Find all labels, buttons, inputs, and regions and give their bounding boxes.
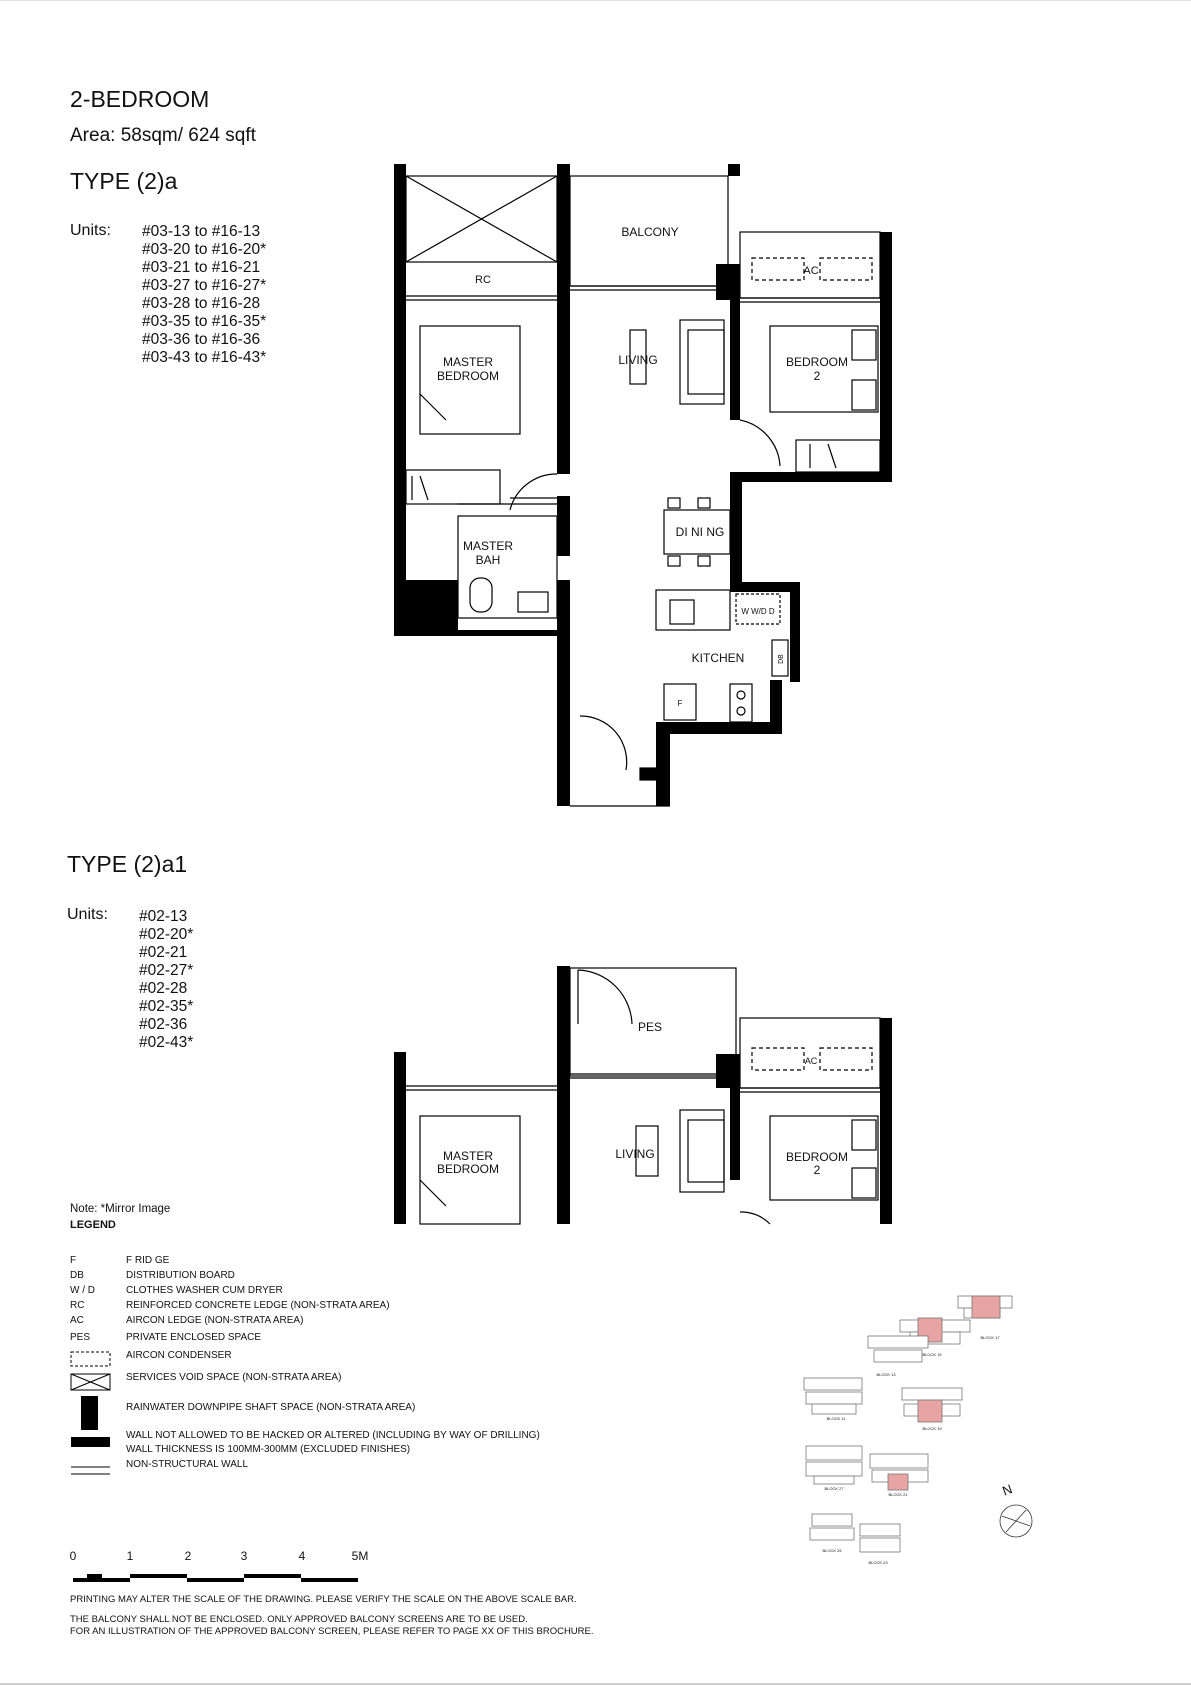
wall-mid-upper	[557, 164, 570, 474]
legend-rainwater: RAINWATER DOWNPIPE SHAFT SPACE (NON-STRATA AREA)	[126, 1402, 416, 1413]
block-13	[868, 1336, 928, 1377]
wall-kitchen-right	[790, 582, 800, 682]
mirror-note: Note: *Mirror Image	[70, 1203, 171, 1215]
legend-key: RC	[70, 1300, 85, 1311]
block-label: BLOCK 13	[876, 1372, 896, 1377]
north-label: N	[1000, 1481, 1015, 1499]
block-label: BLOCK 19	[922, 1426, 942, 1431]
label-dining: DI NI NG	[675, 525, 725, 539]
label-master-bedroom-1: MASTER	[442, 1149, 494, 1163]
unit-number: #02-27*	[139, 962, 194, 979]
footer-scale-note: PRINTING MAY ALTER THE SCALE OF THE DRAWING. PLEASE VERIFY THE SCALE ON THE ABOVE SCALE BAR.	[70, 1594, 577, 1605]
legend-key: AC	[70, 1315, 84, 1326]
basin	[518, 592, 548, 612]
block-label: BLOCK 23	[868, 1560, 888, 1565]
label-fridge: F	[677, 699, 683, 708]
unit-range: #03-43 to #16-43*	[142, 349, 267, 366]
legend-key: PES	[70, 1332, 91, 1343]
wall-bedroom2-right	[880, 1018, 892, 1224]
rainwater-symbol	[81, 1396, 98, 1430]
key-plan	[804, 1296, 1032, 1565]
wall-bedroom2-bottom	[730, 472, 892, 482]
label-master-bedroom-1: MASTER	[442, 355, 494, 369]
label-master-bath-2: BAH	[475, 553, 501, 567]
legend-key: W / D	[70, 1285, 95, 1296]
block-label: BLOCK 27	[824, 1486, 844, 1491]
label-bedroom2-2: 2	[813, 369, 821, 383]
sink	[670, 600, 694, 624]
living-sofa	[680, 1110, 724, 1192]
legend-title: LEGEND	[70, 1219, 116, 1231]
legend-value: CLOTHES WASHER CUM DRYER	[126, 1285, 283, 1296]
page-title: 2-BEDROOM	[70, 86, 210, 112]
legend-symbols	[71, 1352, 110, 1474]
footer-balcony-screen-note: FOR AN ILLUSTRATION OF THE APPROVED BALCONY SCREEN, PLEASE REFER TO PAGE XX OF THIS BROCHURE.	[70, 1626, 594, 1637]
wall-bedroom2-left	[730, 300, 740, 420]
wall-bedroom2-left	[730, 1088, 740, 1180]
legend-wall-not-hacked: WALL NOT ALLOWED TO BE HACKED OR ALTERED (INCLUDING BY WAY OF DRILLING)	[126, 1430, 540, 1441]
unit-number: #02-20*	[139, 926, 194, 943]
aircon-condenser	[820, 1048, 872, 1070]
wall-bottom-left	[394, 630, 559, 636]
unit-range: #03-36 to #16-36	[142, 331, 261, 348]
scale-tick: 1	[126, 1549, 134, 1563]
scale-bar	[70, 1549, 369, 1582]
legend-key: F	[70, 1255, 77, 1266]
block-21	[870, 1454, 928, 1497]
block-27	[806, 1446, 862, 1491]
label-kitchen: KITCHEN	[691, 651, 745, 665]
label-pes: PES	[637, 1020, 663, 1034]
label-balcony: BALCONY	[621, 225, 679, 239]
highlighted-unit	[918, 1400, 942, 1422]
unit-range: #03-28 to #16-28	[142, 295, 261, 312]
scale-tick: 5M	[351, 1549, 369, 1563]
unit-number: #02-43*	[139, 1034, 194, 1051]
wall-mid	[557, 966, 570, 1224]
rainwater-shaft	[394, 580, 458, 636]
legend-value: AIRCON LEDGE (NON-STRATA AREA)	[126, 1315, 304, 1326]
toilet	[470, 578, 492, 612]
label-master-bath-1: MASTER	[462, 539, 514, 553]
wall-symbol	[71, 1437, 110, 1447]
unit-number: #02-13	[139, 908, 188, 925]
legend-value: PRIVATE ENCLOSED SPACE	[126, 1332, 262, 1343]
label-master-bedroom-2: BEDROOM	[436, 369, 500, 383]
living-sofa	[680, 320, 724, 404]
aircon-condenser	[820, 258, 872, 280]
scale-tick: 4	[298, 1549, 306, 1563]
scale-tick: 2	[184, 1549, 192, 1563]
legend-value: REINFORCED CONCRETE LEDGE (NON-STRATA AREA)	[126, 1300, 390, 1311]
unit-number: #02-35*	[139, 998, 194, 1015]
bedroom2-wardrobe	[796, 440, 880, 472]
type-a-title: TYPE (2)a	[70, 168, 178, 194]
type-a1-title: TYPE (2)a1	[67, 851, 188, 877]
unit-range: #03-20 to #16-20*	[142, 241, 267, 258]
legend-services-void: SERVICES VOID SPACE (NON-STRATA AREA)	[126, 1372, 342, 1383]
wall-bedroom2-right	[880, 232, 892, 480]
label-living: LIVING	[615, 1147, 655, 1161]
label-ac: AC	[803, 265, 819, 277]
bedroom2-bed	[770, 326, 878, 412]
unit-range: #03-13 to #16-13	[142, 223, 261, 240]
type-a1-units-label: Units:	[67, 906, 108, 923]
block-label: BLOCK 15	[922, 1352, 942, 1357]
wall-kitchen-top	[730, 582, 800, 592]
wall-left	[394, 1052, 406, 1224]
unit-range: #03-35 to #16-35*	[142, 313, 267, 330]
floor-plan-type-a1	[394, 966, 892, 1224]
aircon-condenser-symbol	[71, 1352, 110, 1366]
ac-ledge	[740, 1018, 880, 1088]
block-19	[902, 1388, 962, 1431]
north-arrow-icon	[1000, 1505, 1032, 1537]
master-wardrobe	[406, 470, 500, 504]
unit-number: #02-28	[139, 980, 188, 997]
unit-range: #03-27 to #16-27*	[142, 277, 267, 294]
scale-tick: 0	[69, 1549, 77, 1563]
block-label: BLOCK 11	[826, 1416, 846, 1421]
block-25	[810, 1514, 854, 1553]
unit-number: #02-21	[139, 944, 188, 961]
legend-value: DISTRIBUTION BOARD	[126, 1270, 235, 1281]
highlighted-unit	[972, 1296, 1000, 1318]
unit-number: #02-36	[139, 1016, 188, 1033]
block-23	[860, 1524, 900, 1565]
block-label: BLOCK 17	[980, 1335, 1000, 1340]
wall-left	[394, 164, 406, 636]
label-living: LIVING	[618, 353, 658, 367]
legend-key: DB	[70, 1270, 84, 1281]
master-bath	[458, 516, 557, 618]
label-ac: AC	[804, 1056, 818, 1066]
label-wd: W W/D D	[741, 607, 775, 616]
legend-non-structural: NON-STRUCTURAL WALL	[126, 1459, 249, 1470]
wall-kitchen-bottom	[656, 722, 780, 734]
legend-value: F RID GE	[126, 1255, 170, 1266]
label-db: DB	[778, 654, 785, 664]
footer-balcony-note: THE BALCONY SHALL NOT BE ENCLOSED. ONLY APPROVED BALCONY SCREENS ARE TO BE USED.	[70, 1614, 528, 1625]
wall-mid-lower	[557, 496, 570, 556]
cooker	[730, 684, 752, 722]
aircon-condenser	[752, 1048, 804, 1070]
block-label: BLOCK 25	[822, 1548, 842, 1553]
block-11	[804, 1378, 862, 1421]
highlighted-unit	[888, 1474, 908, 1490]
column-top-right	[728, 164, 740, 176]
label-bedroom2-1: BEDROOM	[785, 1150, 849, 1164]
floor-plan-type-a	[394, 164, 892, 806]
aircon-condenser	[752, 258, 804, 280]
label-bedroom2-2: 2	[813, 1163, 821, 1177]
label-master-bedroom-2: BEDROOM	[436, 1162, 500, 1176]
block-label: BLOCK 21	[888, 1492, 908, 1497]
label-rc: RC	[475, 274, 491, 286]
area-text: Area: 58sqm/ 624 sqft	[70, 125, 256, 146]
scale-tick: 3	[240, 1549, 248, 1563]
type-a-units-label: Units:	[70, 222, 111, 239]
legend-wall-thickness: WALL THICKNESS IS 100MM-300MM (EXCLUDED FINISHES)	[126, 1444, 411, 1455]
wall-kitchen-lower-right	[770, 680, 782, 734]
wall-kitchen-bottom-left	[656, 722, 670, 806]
unit-range: #03-21 to #16-21	[142, 259, 261, 276]
wall-dining-right	[730, 472, 742, 582]
block-17	[958, 1296, 1012, 1340]
label-bedroom2-1: BEDROOM	[785, 355, 849, 369]
legend-aircon-condenser: AIRCON CONDENSER	[126, 1350, 232, 1361]
